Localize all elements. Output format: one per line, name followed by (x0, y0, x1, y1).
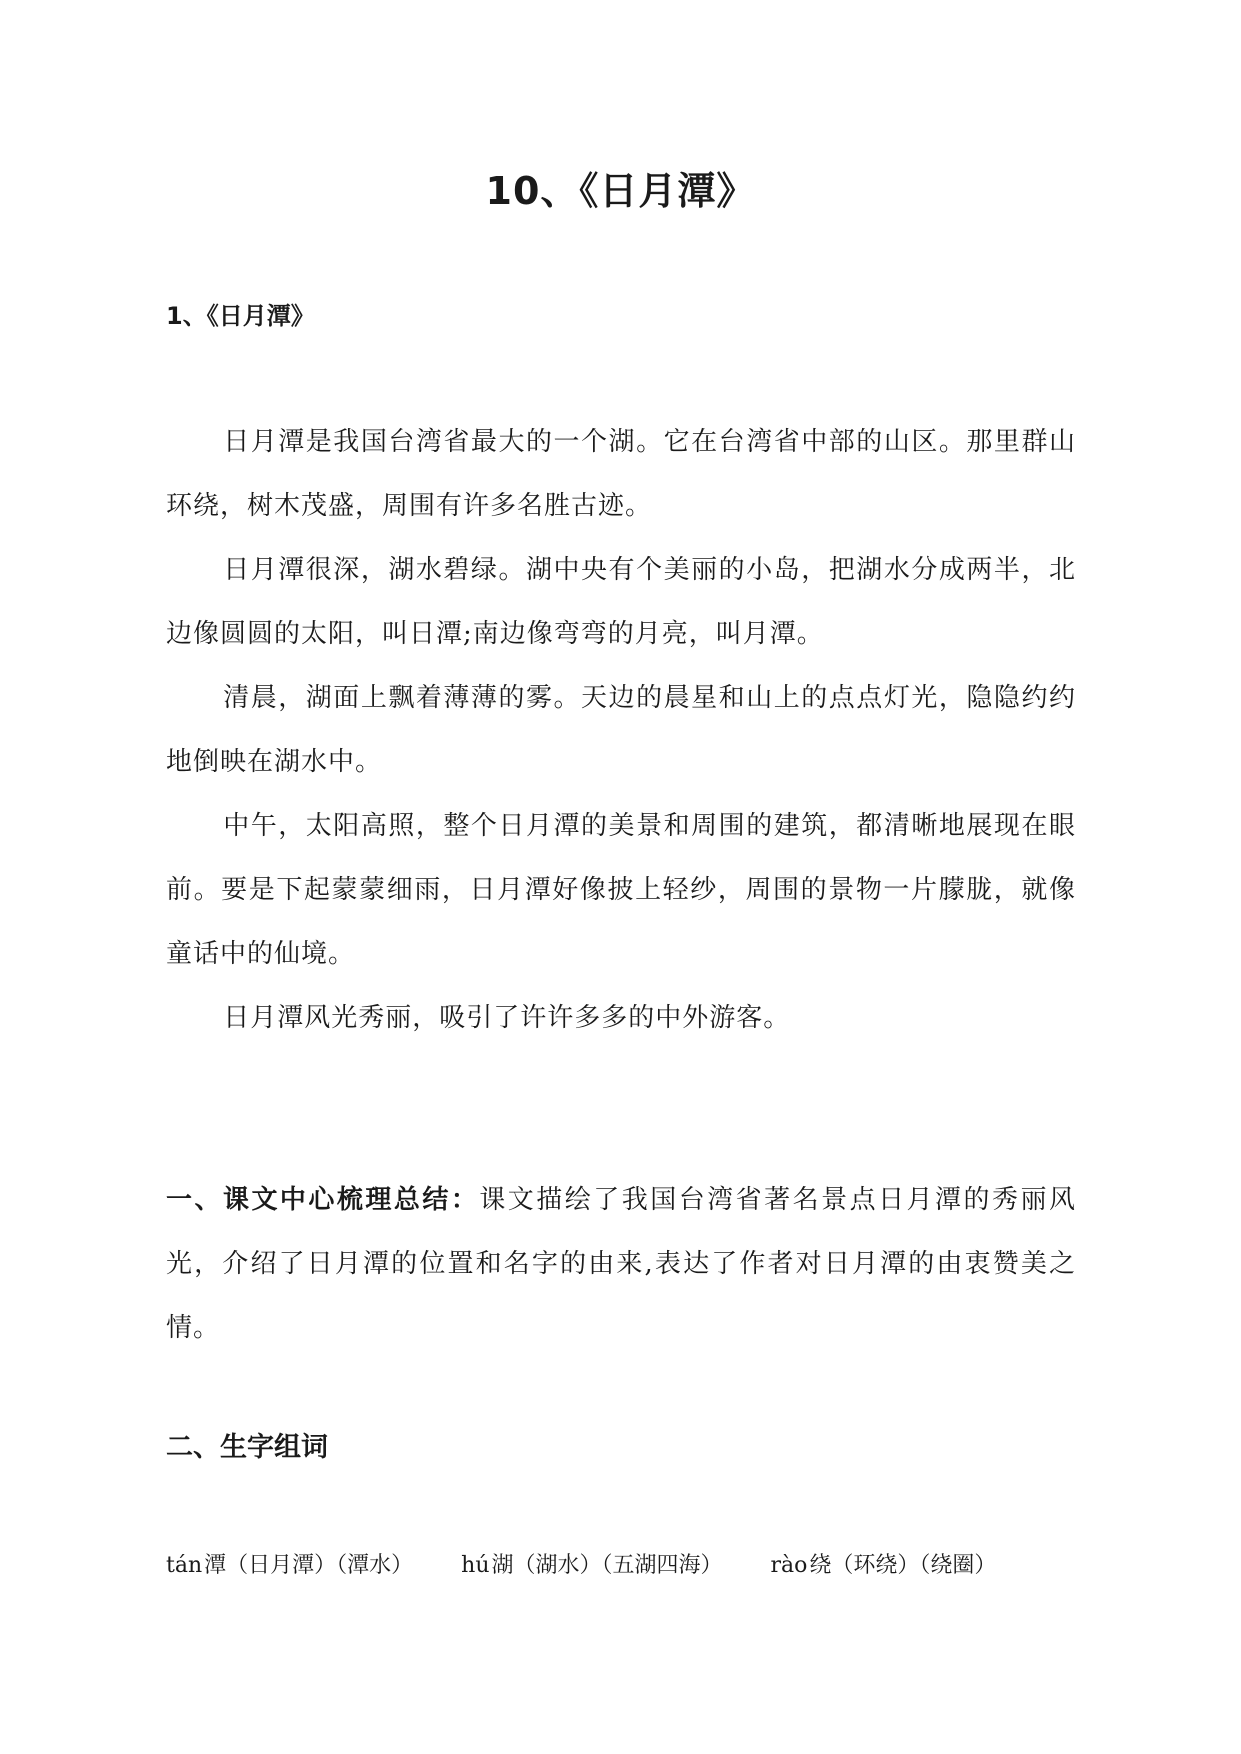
paragraph: 日月潭风光秀丽，吸引了许许多多的中外游客。 (223, 1003, 791, 1033)
paragraph: 日月潭是我国台湾省最大的一个湖。它在台湾省中部的山区。那里群山环绕，树木茂盛，周围有许多名胜古迹。 (166, 427, 1076, 521)
lesson-heading: 1、《日月潭》 (166, 302, 315, 330)
vocab-pinyin: tán (166, 1553, 203, 1578)
vocab-words: 湖（湖水）（五湖四海） (491, 1553, 723, 1578)
document-title: 10、《日月潭》 (485, 169, 756, 213)
vocab-words: 绕（环绕）（绕圈） (809, 1553, 997, 1578)
paragraph: 中午，太阳高照，整个日月潭的美景和周围的建筑，都清晰地展现在眼前。要是下起蒙蒙细雨，日月潭好像披上轻纱，周围的景物一片朦胧，就像童话中的仙境。 (166, 811, 1076, 969)
vocab-item (771, 1548, 997, 1579)
vocab-pinyin: rào (770, 1553, 808, 1578)
paragraph: 日月潭很深，湖水碧绿。湖中央有个美丽的小岛，把湖水分成两半，北边像圆圆的太阳，叫日潭;南边像弯弯的月亮，叫月潭。 (166, 555, 1076, 649)
summary-section (166, 1168, 1076, 1360)
vocab-item (166, 1548, 413, 1579)
vocab-item (461, 1548, 722, 1579)
vocab-heading: 二、生字组词 (166, 1432, 328, 1463)
summary-label: 一、课文中心梳理总结： (166, 1185, 480, 1215)
paragraph: 清晨，湖面上飘着薄薄的雾。天边的晨星和山上的点点灯光，隐隐约约地倒映在湖水中。 (166, 683, 1076, 777)
vocab-words: 潭（日月潭）（潭水） (204, 1553, 414, 1578)
lesson-text (166, 410, 1076, 1050)
vocab-list (166, 1548, 1076, 1579)
vocab-pinyin: hú (461, 1553, 490, 1578)
summary-text: 课文描绘了我国台湾省著名景点日月潭的秀丽风光，介绍了日月潭的位置和名字的由来,表达了作者对日月潭的由衷赞美之情。 (166, 1185, 1076, 1343)
